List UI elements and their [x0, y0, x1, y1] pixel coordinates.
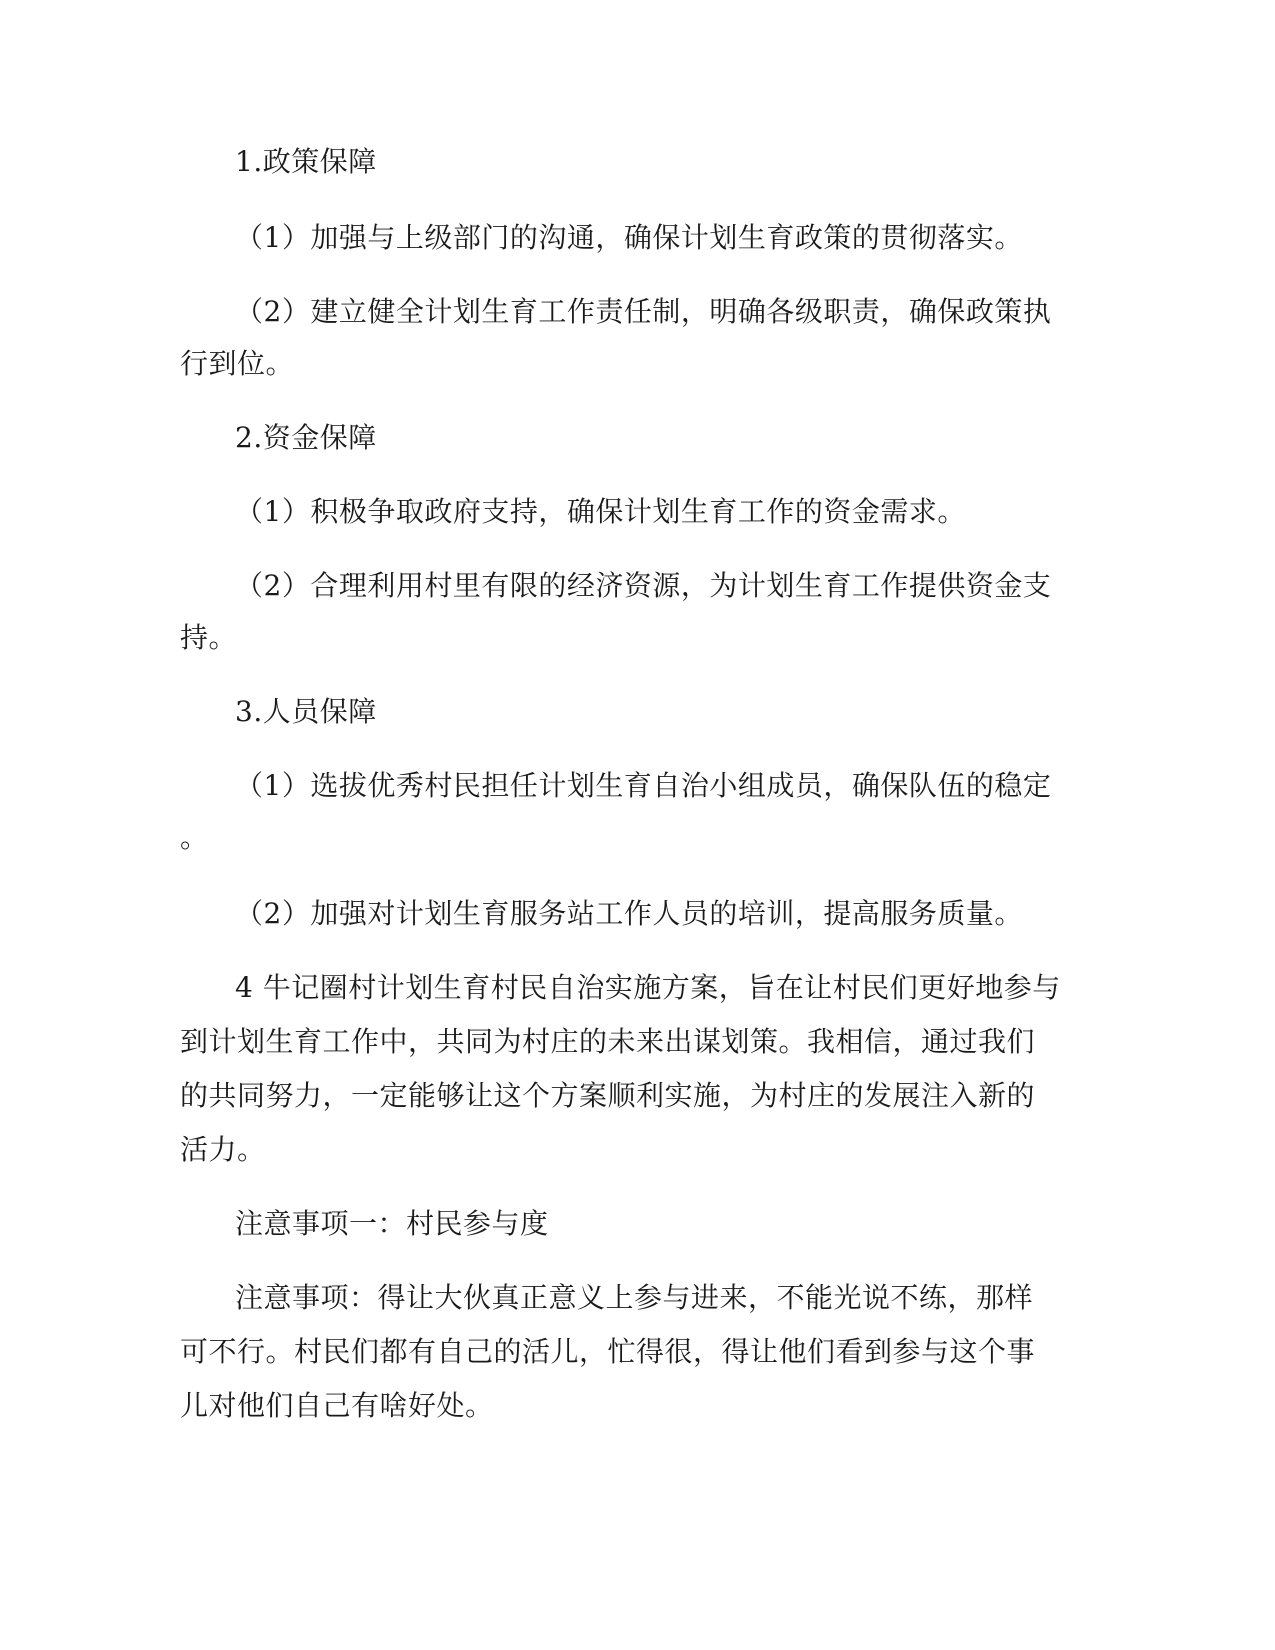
list-item-policy-2: （2）建立健全计划生育工作责任制，明确各级职责，确保政策执 [235, 295, 1052, 328]
list-item-policy-2-continued: 行到位。 [180, 347, 295, 380]
notice-body-line-3: 儿对他们自己有啥好处。 [180, 1389, 494, 1422]
summary-line-4: 活力。 [180, 1133, 266, 1166]
section-heading-personnel: 3.人员保障 [235, 695, 377, 728]
list-item-funding-1: （1）积极争取政府支持，确保计划生育工作的资金需求。 [235, 495, 966, 528]
summary-line-2: 到计划生育工作中，共同为村庄的未来出谋划策。我相信，通过我们 [180, 1025, 1036, 1058]
notice-body-line-1: 注意事项：得让大伙真正意义上参与进来，不能光说不练，那样 [235, 1281, 1034, 1314]
list-item-funding-2-continued: 持。 [180, 621, 238, 654]
list-item-funding-2: （2）合理利用村里有限的经济资源，为计划生育工作提供资金支 [235, 569, 1052, 602]
list-item-personnel-1-continued: 。 [180, 821, 209, 854]
summary-line-3: 的共同努力，一定能够让这个方案顺利实施，为村庄的发展注入新的 [180, 1079, 1036, 1112]
list-item-policy-1: （1）加强与上级部门的沟通，确保计划生育政策的贯彻落实。 [235, 221, 1023, 254]
section-heading-policy: 1.政策保障 [235, 145, 377, 178]
notice-body-line-2: 可不行。村民们都有自己的活儿，忙得很，得让他们看到参与这个事 [180, 1335, 1036, 1368]
list-item-personnel-2: （2）加强对计划生育服务站工作人员的培训，提高服务质量。 [235, 897, 1023, 930]
notice-title: 注意事项一：村民参与度 [235, 1207, 549, 1240]
summary-line-1: 4 牛记圈村计划生育村民自治实施方案，旨在让村民们更好地参与 [235, 971, 1061, 1004]
list-item-personnel-1: （1）选拔优秀村民担任计划生育自治小组成员，确保队伍的稳定 [235, 769, 1052, 802]
section-heading-funding: 2.资金保障 [235, 421, 377, 454]
